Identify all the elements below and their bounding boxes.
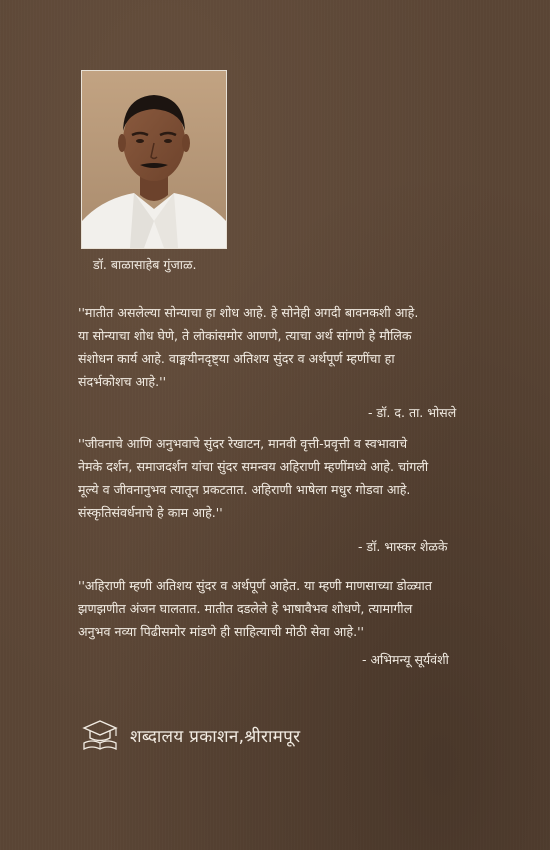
quote-line: ''मातीत असलेल्या सोन्याचा हा शोध आहे. हे सोनेही अगदी बावनकशी आहे. bbox=[78, 305, 419, 320]
quote-2 bbox=[78, 432, 478, 524]
quote-line: या सोन्याचा शोध घेणे, ते लोकांसमोर आणणे, त्याचा अर्थ सांगणे हे मौलिक bbox=[78, 328, 412, 343]
quote-line: ''अहिराणी म्हणी अतिशय सुंदर व अर्थपूर्ण आहेत. या म्हणी माणसाच्या डोळ्यात bbox=[78, 578, 432, 593]
author-photo bbox=[81, 70, 227, 249]
quote-line: संदर्भकोशच आहे.'' bbox=[78, 374, 167, 389]
publisher-name: शब्दालय प्रकाशन,श्रीरामपूर bbox=[130, 726, 301, 747]
quote-line: मूल्ये व जीवनानुभव त्यातून प्रकटतात. अहिराणी भाषेला मधुर गोडवा आहे. bbox=[78, 482, 411, 497]
quote-line: संस्कृतिसंवर्धनाचे हे काम आहे.'' bbox=[78, 505, 223, 520]
scholar-cap-book-icon bbox=[78, 717, 126, 753]
quote-line: नेमके दर्शन, समाजदर्शन यांचा सुंदर समन्वय अहिराणी म्हणींमध्ये आहे. चांगली bbox=[78, 459, 429, 474]
quote-line: अनुभव नव्या पिढीसमोर मांडणे ही साहित्याची मोठी सेवा आहे.'' bbox=[78, 624, 364, 639]
author-caption: डॉ. बाळासाहेब गुंजाळ. bbox=[93, 257, 197, 272]
quote-3-attribution: - अभिमन्यू सूर्यवंशी bbox=[362, 652, 449, 667]
author-portrait-image bbox=[82, 71, 226, 248]
quote-1-attribution: - डॉ. द. ता. भोसले bbox=[368, 405, 457, 420]
quote-line: झणझणीत अंजन घालतात. मातीत दडलेले हे भाषावैभव शोधणे, त्यामागील bbox=[78, 601, 413, 616]
publisher-imprint bbox=[78, 717, 300, 753]
quote-line: ''जीवनाचे आणि अनुभवाचे सुंदर रेखाटन, मानवी वृत्ती-प्रवृत्ती व स्वभावाचे bbox=[78, 436, 408, 451]
quote-3 bbox=[78, 574, 478, 643]
quote-2-attribution: - डॉ. भास्कर शेळके bbox=[358, 539, 448, 554]
quote-line: संशोधन कार्य आहे. वाङ्मयीनदृष्ट्या अतिशय सुंदर व अर्थपूर्ण म्हणींचा हा bbox=[78, 351, 395, 366]
quote-1 bbox=[78, 301, 478, 393]
